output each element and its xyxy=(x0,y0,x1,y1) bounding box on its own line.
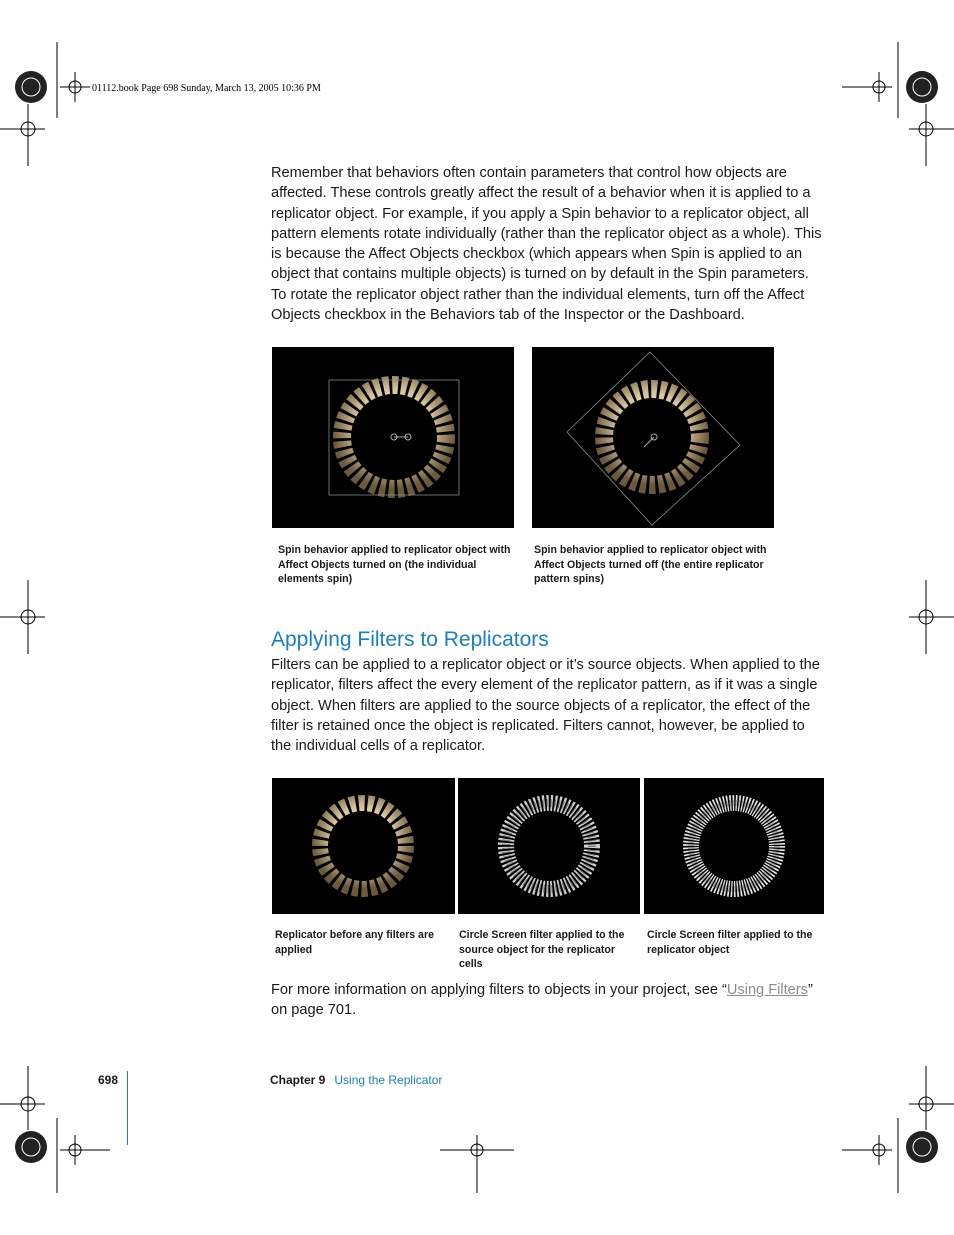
footer-rule xyxy=(127,1071,128,1145)
figure2-caption-2: Circle Screen filter applied to the source object for the replicator cells xyxy=(459,929,625,971)
ring-plain-graphic xyxy=(272,778,455,914)
ring-screen-replicator-graphic xyxy=(644,778,824,914)
replicator-ring-graphic xyxy=(272,347,514,528)
intro-paragraph: Remember that behaviors often contain parameters that control how objects are affected. These controls greatly affect the result of a behavior when it is applied to a replicator object. For example, if you apply a Spin behavior to a replicator object, all pattern elements rotate individually (rather than the replicator object as a whole). This is because the Affect Objects checkbox (which appears when Spin is applied to an object that contains multiple objects) is turned on by default in the Spin parameters. To rotate the replicator object rather than the individual elements, turn off the Affect Objects checkbox in the Behaviors tab of the Inspector or the Dashboard. xyxy=(271,165,822,324)
footer-chapter xyxy=(270,1073,442,1087)
more-info-paragraph xyxy=(271,980,827,1021)
figure2-caption-3: Circle Screen filter applied to the replicator object xyxy=(647,929,813,956)
spin-affect-on-image xyxy=(272,347,514,528)
filters-paragraph: Filters can be applied to a replicator object or it’s source objects. When applied to the replicator, filters affect the every element of the replicator pattern, as if it was a single object. When filters are applied to the source objects of a replicator, the effect of the filter is retained once the object is replicated. Filters cannot, however, be applied to the individual cells of a replicator. xyxy=(271,657,820,755)
more-info-text-before: For more information on applying filters to objects in your project, see “ xyxy=(271,982,727,998)
spin-affect-off-image xyxy=(532,347,774,528)
circle-screen-source-image xyxy=(458,778,640,914)
chapter-label: Chapter 9 xyxy=(270,1073,326,1087)
replicator-before-filters-image xyxy=(272,778,455,914)
replicator-ring-rotated-graphic xyxy=(532,347,774,528)
more-info-text-after: ” on page 701. xyxy=(271,982,813,1019)
ring-screen-source-graphic xyxy=(458,778,640,914)
page-number: 698 xyxy=(98,1073,119,1087)
figure1-caption-right: Spin behavior applied to replicator object with Affect Objects turned off (the entire replicator pattern spins) xyxy=(534,544,767,586)
circle-screen-replicator-image xyxy=(644,778,824,914)
using-filters-link[interactable]: Using Filters xyxy=(726,982,808,998)
figure1-caption-left: Spin behavior applied to replicator object with Affect Objects turned on (the individual elements spin) xyxy=(278,544,511,586)
figure2-caption-1: Replicator before any filters are applied xyxy=(275,929,434,956)
section-heading: Applying Filters to Replicators xyxy=(271,628,549,651)
chapter-title-link[interactable]: Using the Replicator xyxy=(334,1073,443,1087)
print-slug: 01112.book Page 698 Sunday, March 13, 2005 10:36 PM xyxy=(92,83,321,94)
